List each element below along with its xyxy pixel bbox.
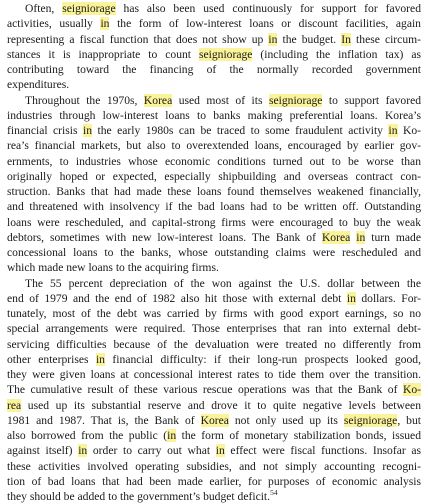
text-line xyxy=(7,47,421,62)
text-line xyxy=(7,199,421,214)
text-run: the form of low-interest loans or discount facilities, again xyxy=(109,17,421,30)
text-run: representing a fiscal function that does not show up xyxy=(7,33,268,46)
text-run: turn made xyxy=(365,231,421,244)
highlighted-term: in xyxy=(356,231,365,244)
text-line xyxy=(7,32,421,47)
text-run: struction. Banks that had made these loans found themselves weakened financially, xyxy=(7,185,421,198)
text-line xyxy=(7,260,421,275)
text-run: servicing difficulties because of the devaluation were treated no differently from xyxy=(7,338,421,351)
text-run: Often, xyxy=(25,2,62,15)
text-line xyxy=(7,1,421,16)
text-line xyxy=(7,489,421,504)
text-run: , but xyxy=(397,414,421,427)
highlighted-term: Korea xyxy=(201,414,229,427)
highlighted-term: In xyxy=(341,33,351,46)
text-line xyxy=(7,398,421,413)
text-line xyxy=(7,337,421,352)
text-run: has also been used continuously for support for favored xyxy=(116,2,421,15)
highlighted-term: rea xyxy=(7,399,21,412)
text-run: concessional loans to the banks, whose outstanding claims were rescheduled and xyxy=(7,246,421,259)
highlighted-term: in xyxy=(100,17,109,30)
text-run: debtors, sometimes with new low-interest loans. The Bank of xyxy=(7,231,322,244)
footnote-marker: 54 xyxy=(270,488,278,497)
text-run: activities, usually xyxy=(7,17,100,30)
text-run: the early 1980s can be traced to some fraudulent activity xyxy=(92,124,388,137)
text-run: and threatened with insolvency if the bad loans had to be written off. Outstanding xyxy=(7,200,421,213)
text-line xyxy=(7,276,421,291)
text-run: loans were rescheduled, and capital-strong firms were encouraged to buy the weak xyxy=(7,216,421,229)
text-line xyxy=(7,77,421,92)
text-line xyxy=(7,291,421,306)
text-run: end of 1979 and the end of 1982 also hit those with external debt xyxy=(7,292,347,305)
text-run: expenditures. xyxy=(7,78,69,91)
paragraph xyxy=(7,93,421,276)
text-line xyxy=(7,413,421,428)
highlighted-term: in xyxy=(216,444,225,457)
text-run: the budget. xyxy=(277,33,341,46)
text-run: against itself) xyxy=(7,444,78,457)
text-run: 1981 and 1987. That is, the Bank of xyxy=(7,414,201,427)
highlighted-term: in xyxy=(78,444,87,457)
text-line xyxy=(7,352,421,367)
text-run: which made new loans to the acquiring firms. xyxy=(7,261,219,274)
text-line xyxy=(7,62,421,77)
text-line xyxy=(7,443,421,458)
highlighted-term: in xyxy=(388,124,397,137)
text-line xyxy=(7,428,421,443)
highlighted-term: seigniorage xyxy=(62,2,115,15)
text-run: they were given loans at concessional interest rates to tide them over the transition. xyxy=(7,368,421,381)
text-line xyxy=(7,245,421,260)
text-run: originally hoped or expected, especially shipbuilding and overseas contract con- xyxy=(7,170,421,183)
text-run: rea’s financial markets, but also to overextended loans, encouraged by earlier gov- xyxy=(7,139,421,152)
text-run: dollars. For- xyxy=(356,292,421,305)
text-run: also borrowed from the public ( xyxy=(7,429,167,442)
highlighted-term: Ko- xyxy=(403,383,421,396)
highlighted-term: in xyxy=(268,33,277,46)
text-run: they should be added to the government’s budget deficit. xyxy=(7,490,270,503)
highlighted-term: in xyxy=(347,292,356,305)
paragraph xyxy=(7,276,421,504)
text-line xyxy=(7,138,421,153)
text-run: the form of monetary stabilization bonds, issued xyxy=(176,429,421,442)
text-run: Throughout the 1970s, xyxy=(25,94,144,107)
text-line xyxy=(7,16,421,31)
document-page xyxy=(7,1,421,504)
highlighted-term: Korea xyxy=(144,94,172,107)
text-run: these circum- xyxy=(351,33,421,46)
text-run: financial difficulty: if their long-run prospects looked good, xyxy=(105,353,421,366)
text-run: The cumulative result of these various rescue operations was that the Bank of xyxy=(7,383,403,396)
text-line xyxy=(7,154,421,169)
text-line xyxy=(7,123,421,138)
text-line xyxy=(7,382,421,397)
text-run: The 55 percent depreciation of the won against the U.S. dollar between the xyxy=(25,277,421,290)
text-run: not only used up its xyxy=(229,414,344,427)
highlighted-term: seigniorage xyxy=(199,48,252,61)
paragraph xyxy=(7,1,421,93)
text-line xyxy=(7,474,421,489)
text-run: used up its substantial reserve and drove it to quite negative levels between xyxy=(21,399,421,412)
text-line xyxy=(7,169,421,184)
text-line xyxy=(7,93,421,108)
text-run: tunately, most of the debt was carried by firms with good export earnings, so no xyxy=(7,307,421,320)
text-run: industries through low-interest loans to banks making preferential loans. Korea’s xyxy=(7,109,421,122)
text-run: to support favored xyxy=(322,94,421,107)
text-run: (including the inflation tax) as xyxy=(252,48,421,61)
highlighted-term: Korea xyxy=(322,231,350,244)
text-run: used most of its xyxy=(172,94,269,107)
text-line xyxy=(7,215,421,230)
text-run: stances it is inappropriate to count xyxy=(7,48,199,61)
text-run: other enterprises xyxy=(7,353,96,366)
highlighted-term: in xyxy=(83,124,92,137)
text-line xyxy=(7,230,421,245)
highlighted-term: in xyxy=(96,353,105,366)
text-run: contributing toward the financing of the normally recorded government xyxy=(7,63,421,76)
highlighted-term: seigniorage xyxy=(344,414,397,427)
text-run: financial crisis xyxy=(7,124,83,137)
highlighted-term: seigniorage xyxy=(269,94,322,107)
text-run: these activities involved operating subsidies, and not simply accounting recogni- xyxy=(7,460,421,473)
text-run: Ko- xyxy=(398,124,422,137)
text-run: effect were fiscal functions. Insofar as xyxy=(225,444,421,457)
text-run: order to carry out what xyxy=(87,444,216,457)
text-line xyxy=(7,459,421,474)
text-line xyxy=(7,367,421,382)
text-run: ernments, to industries whose economic conditions turned out to be worse than xyxy=(7,155,421,168)
highlighted-term: in xyxy=(167,429,176,442)
text-run: tion of bad loans that had been made earlier, for purposes of economic analysis xyxy=(7,475,421,488)
text-line xyxy=(7,108,421,123)
text-run: special arrangements were required. Those enterprises that ran into external debt- xyxy=(7,322,421,335)
text-line xyxy=(7,184,421,199)
text-line xyxy=(7,306,421,321)
text-line xyxy=(7,321,421,336)
